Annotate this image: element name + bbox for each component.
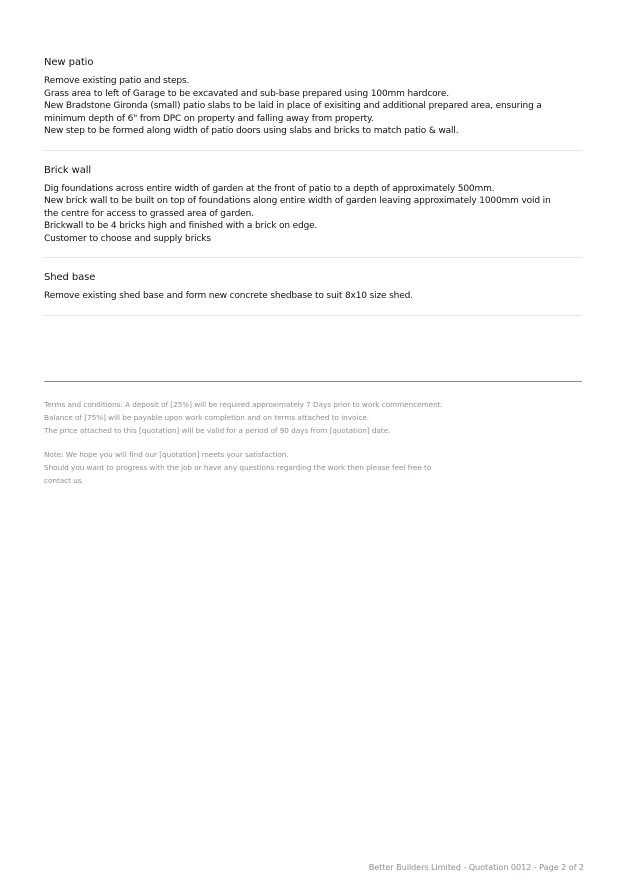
body-line: New brick wall to be built on top of foundations along entire width of garden leaving approximately 1000mm void in [44,196,551,206]
section-new-patio [44,56,582,151]
section-brick-wall [44,164,582,259]
section-title: New patio [44,57,94,68]
body-line: Customer to choose and supply bricks [44,233,211,244]
body-line: New step to be formed along width of patio doors using slabs and bricks to match patio & wall. [44,126,459,136]
quotation-items [44,56,582,329]
section-body [44,75,582,138]
section-title: Shed base [44,272,96,283]
note-line: contact us. [44,475,84,485]
body-line: Remove existing patio and steps. [44,76,190,86]
body-line: minimum depth of 6" from DPC on property and falling away from property. [44,113,374,124]
note-line: Note: We hope you will find our [quotation] meets your satisfaction. [44,450,289,460]
section-title: Brick wall [44,164,92,176]
section-body [44,290,582,303]
spacer [44,437,544,449]
body-line: Grass area to left of Garage to be excavated and sub-base prepared using 100mm hardcore. [44,88,449,99]
terms-line: The price attached to this [quotation] will be valid for a period of 90 days from [quotation] date. [44,425,391,435]
body-line: the centre for access to grassed area of garden. [44,208,254,219]
terms-line: Terms and conditions: A deposit of [25%] will be required approximately 7 Days prior to work commencement. [44,400,443,409]
terms-divider [44,381,582,382]
terms-and-conditions [44,399,544,488]
note-line: Should you want to progress with the job or have any questions regarding the work then please feel free to [44,463,432,473]
body-line: New Bradstone Gironda (small) patio slabs to be laid in place of exisiting and additional prepared area, ensuring a [44,101,542,111]
body-line: Remove existing shed base and form new concrete shedbase to suit 8x10 size shed. [44,291,413,301]
section-shed-base [44,271,582,316]
terms-line: Balance of [75%] will be payable upon work completion and on terms attached to invoice. [44,412,370,422]
page-footer: Better Builders Limited - Quotation 0012 - Page 2 of 2 [368,862,584,872]
body-line: Brickwall to be 4 bricks high and finished with a brick on edge. [44,221,318,231]
section-body [44,183,582,246]
body-line: Dig foundations across entire width of garden at the front of patio to a depth of approximately 500mm. [44,183,495,194]
